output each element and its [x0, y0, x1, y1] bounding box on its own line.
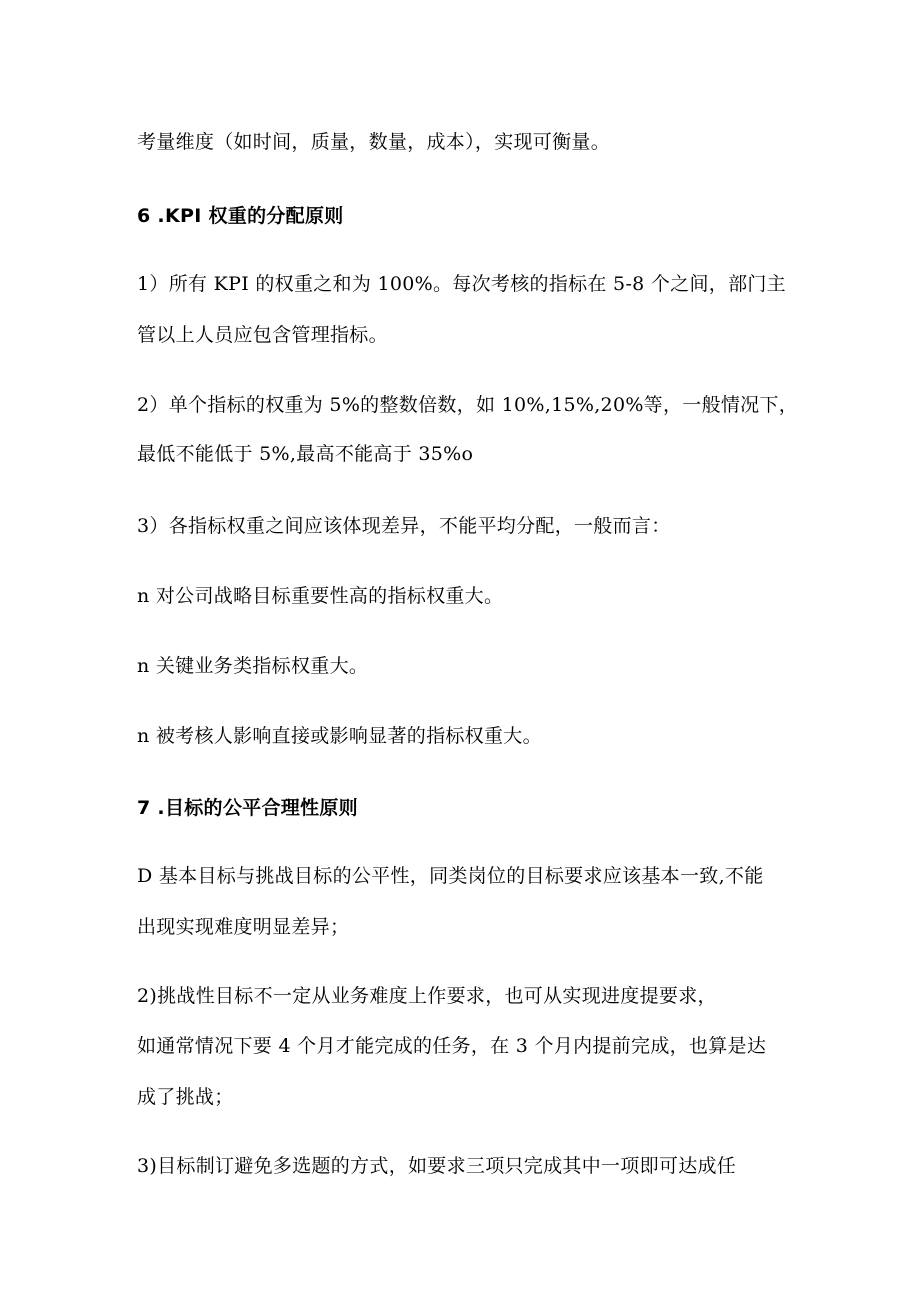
paragraph-line: 出现实现难度明显差异； — [137, 916, 350, 938]
paragraph-line: 如通常情况下要 4 个月才能完成的任务，在 3 个月内提前完成，也算是达 — [137, 1035, 767, 1057]
paragraph-line: 3)目标制订避免多选题的方式，如要求三项只完成其中一项即可达成任 — [137, 1155, 737, 1177]
list-item: n 被考核人影响直接或影响显著的指标权重大。 — [137, 725, 542, 747]
paragraph-line: 2）单个指标的权重为 5%的整数倍数，如 10%,15%,20%等，一般情况下， — [137, 394, 799, 416]
paragraph-line: 管以上人员应包含管理指标。 — [137, 324, 388, 346]
text-line: 考量维度（如时间，质量，数量，成本），实现可衡量。 — [137, 131, 611, 153]
paragraph-line: 最低不能低于 5%,最高不能高于 35%o — [137, 443, 474, 465]
paragraph-line: D 基本目标与挑战目标的公平性，同类岗位的目标要求应该基本一致,不能 — [137, 865, 764, 887]
list-item: n 关键业务类指标权重大。 — [137, 655, 369, 677]
paragraph-line: 3）各指标权重之间应该体现差异，不能平均分配，一般而言： — [137, 515, 671, 537]
paragraph-line: 1）所有 KPI 的权重之和为 100%。每次考核的指标在 5-8 个之间，部门主 — [137, 273, 786, 295]
paragraph-line: 2)挑战性目标不一定从业务难度上作要求，也可从实现进度提要求， — [137, 985, 717, 1007]
list-item: n 对公司战略目标重要性高的指标权重大。 — [137, 585, 504, 607]
paragraph-line: 成了挑战； — [137, 1086, 234, 1108]
section-heading-6: 6 .KPI 权重的分配原则 — [137, 205, 344, 227]
section-heading-7: 7 .目标的公平合理性原则 — [137, 797, 358, 819]
